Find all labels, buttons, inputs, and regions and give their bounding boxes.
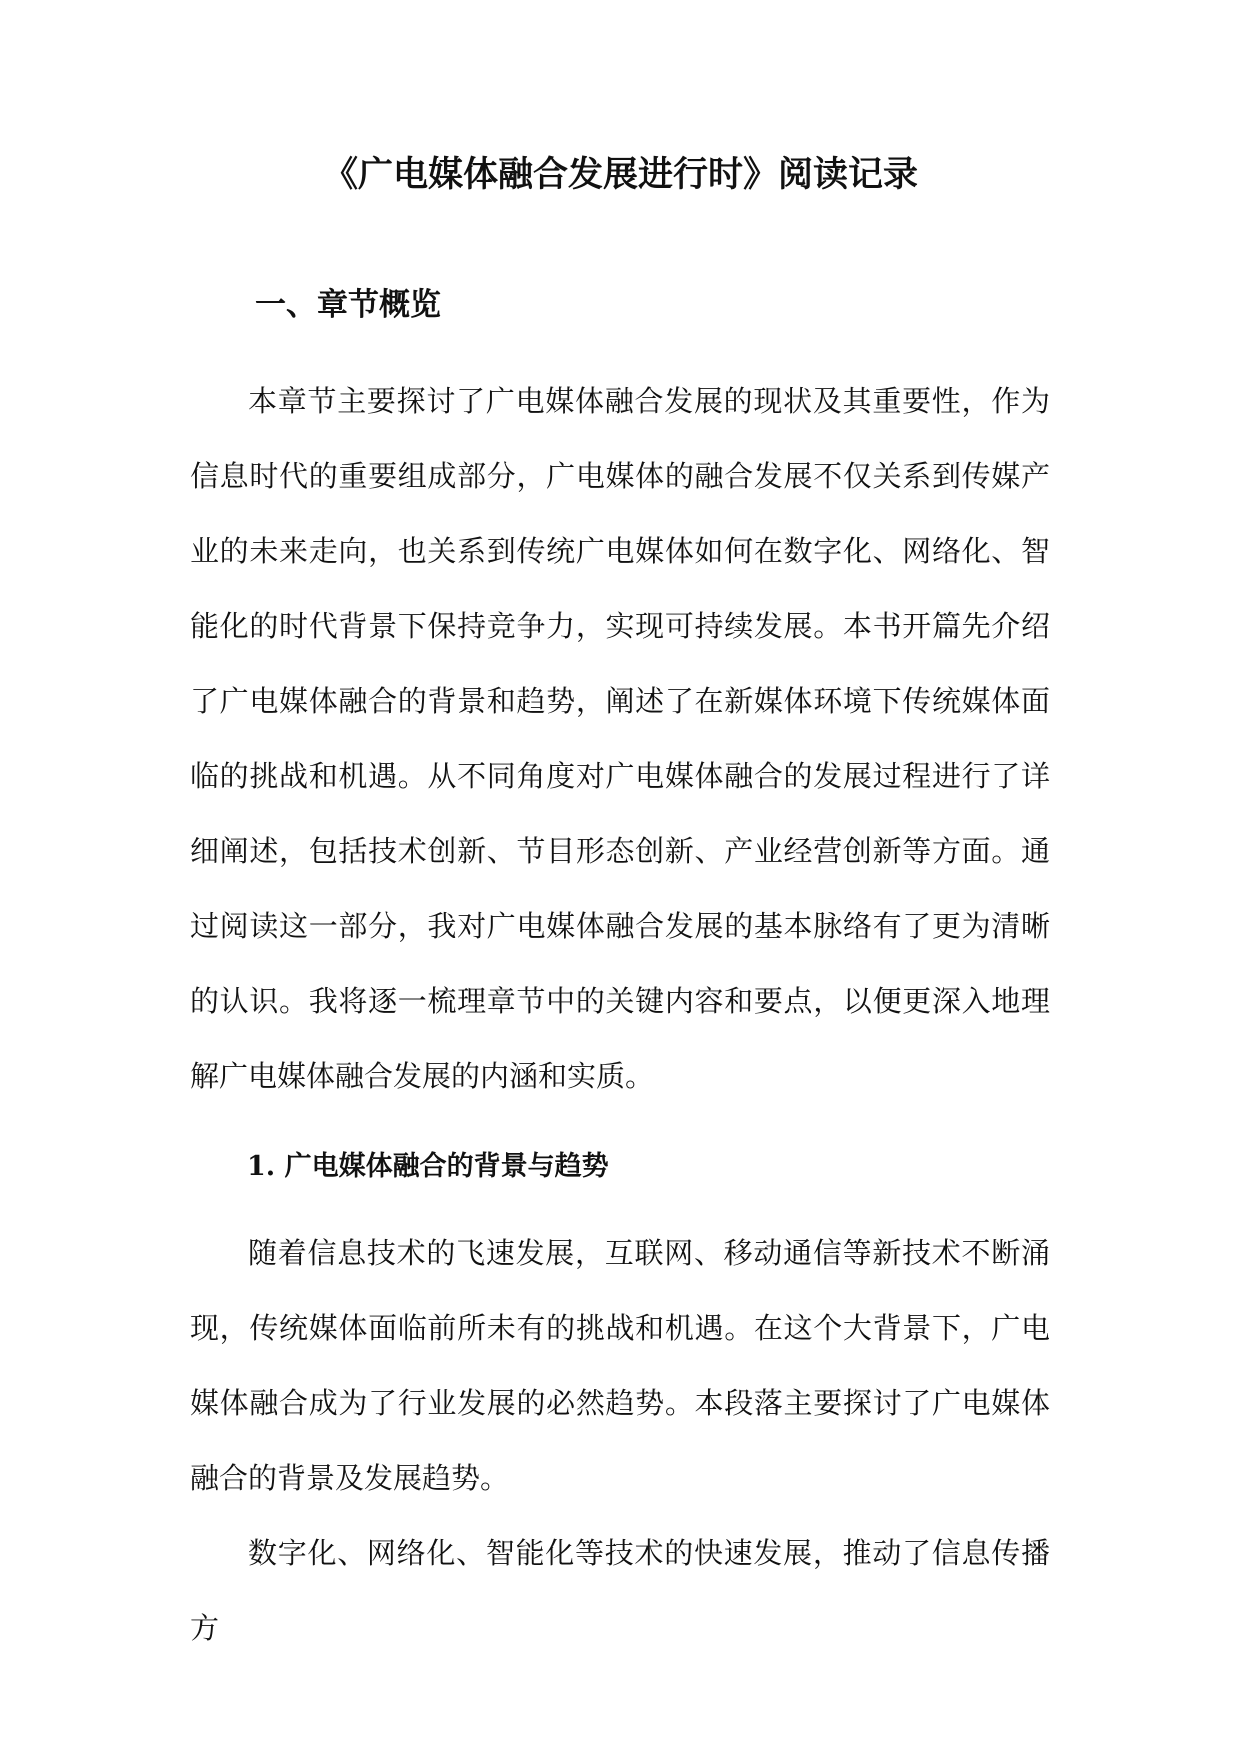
chapter-overview-paragraph: 本章节主要探讨了广电媒体融合发展的现状及其重要性，作为信息时代的重要组成部分，广电媒体的融合发展不仅关系到传媒产业的未来走向，也关系到传统广电媒体如何在数字化、网络化、智能化的时代背景下保持竞争力，实现可持续发展。本书开篇先介绍了广电媒体融合的背景和趋势，阐述了在新媒体环境下传统媒体面临的挑战和机遇。从不同角度对广电媒体融合的发展过程进行了详细阐述，包括技术创新、节目形态创新、产业经营创新等方面。通过阅读这一部分，我对广电媒体融合发展的基本脉络有了更为清晰的认识。我将逐一梳理章节中的关键内容和要点，以便更深入地理解广电媒体融合发展的内涵和实质。 — [190, 384, 1050, 1093]
background-trends-paragraph: 随着信息技术的飞速发展，互联网、移动通信等新技术不断涌现，传统媒体面临前所未有的挑战和机遇。在这个大背景下，广电媒体融合成为了行业发展的必然趋势。本段落主要探讨了广电媒体融合的背景及发展趋势。 — [190, 1236, 1050, 1495]
section-heading-chapter-overview: 一、章节概览 — [255, 287, 441, 323]
subsection-heading-background-trends: 1. 广电媒体融合的背景与趋势 — [247, 1151, 609, 1182]
technology-development-paragraph: 数字化、网络化、智能化等技术的快速发展，推动了信息传播方 — [190, 1536, 1050, 1645]
document-title: 《广电媒体融合发展进行时》阅读记录 — [322, 154, 918, 195]
